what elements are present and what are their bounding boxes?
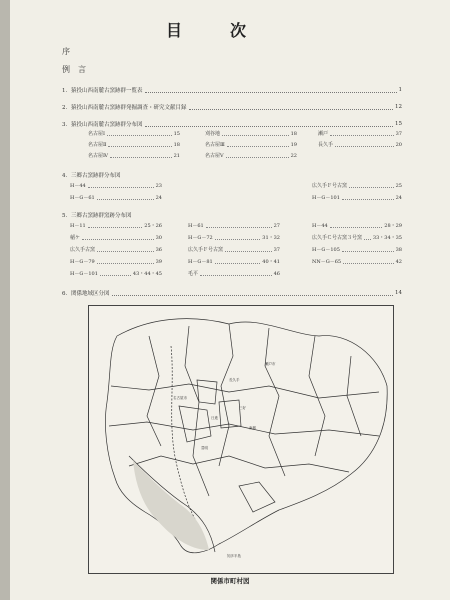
sub-entry-page: 33・34・35 bbox=[372, 235, 402, 241]
sub-entry-label: H－11 bbox=[70, 223, 86, 229]
map-label: 瀬戸市 bbox=[265, 362, 276, 366]
toc-entry-label: 3．猿投山西南麓古窯跡群分布図 bbox=[62, 122, 143, 128]
leader-dots bbox=[349, 184, 394, 188]
leader-dots bbox=[342, 248, 394, 252]
sub-entry bbox=[312, 234, 402, 241]
sub-entry bbox=[312, 222, 402, 229]
title-char-1: 目 bbox=[165, 21, 230, 40]
sub-entry bbox=[318, 141, 402, 148]
leader-dots bbox=[330, 224, 383, 228]
sub-entry-page: 15 bbox=[173, 130, 180, 137]
toc-entry-page: 15 bbox=[395, 121, 402, 127]
sub-entry-label: H－G－105 bbox=[312, 247, 340, 253]
sub-entry-page: 18 bbox=[290, 130, 297, 137]
sub-entry-page: 28・29 bbox=[384, 223, 402, 229]
sub-entry-label: H－G－72 bbox=[188, 235, 213, 241]
title-char-2: 次 bbox=[230, 21, 295, 40]
toc-entry-label: 6．関係地域区分図 bbox=[62, 291, 110, 297]
sub-entry bbox=[318, 130, 402, 137]
leader-dots bbox=[145, 122, 393, 127]
sub-entry-page: 38 bbox=[395, 246, 402, 253]
sub-entry-page: 19 bbox=[290, 141, 297, 148]
leader-dots bbox=[225, 248, 272, 252]
toc-entry-3 bbox=[62, 120, 402, 128]
toc-entry-6 bbox=[62, 289, 402, 297]
sub-entry-page: 40・41 bbox=[262, 259, 280, 265]
sub-entry bbox=[88, 141, 180, 148]
sub-entry bbox=[188, 258, 280, 265]
sub-entry-page: 27 bbox=[273, 222, 280, 229]
page-title bbox=[10, 18, 450, 41]
sub-entry-page: 18 bbox=[173, 141, 180, 148]
toc-entry-2 bbox=[62, 103, 402, 111]
leader-dots bbox=[88, 184, 154, 188]
sub-entry bbox=[70, 182, 162, 189]
sub-entry-label: 広久手Ｃ号古窯３号窯 bbox=[312, 235, 363, 241]
leader-dots bbox=[108, 143, 171, 147]
sub-entry-label: 毛平 bbox=[188, 271, 199, 277]
toc-entry-1 bbox=[62, 86, 402, 94]
sub-entry-page: 37 bbox=[395, 130, 402, 137]
sub-entry-label: NN－G－65 bbox=[312, 259, 342, 265]
leader-dots bbox=[82, 236, 154, 240]
sub-entry-page: 43・44・45 bbox=[132, 271, 162, 277]
leader-dots bbox=[189, 105, 393, 110]
sub-entry bbox=[312, 246, 402, 253]
front-item-notes: 例 言 bbox=[62, 65, 86, 74]
toc-entry-label: 4．三郷古窯跡群分布図 bbox=[62, 173, 121, 179]
sub-entry-label: 広久手古窯 bbox=[70, 247, 96, 253]
leader-dots bbox=[100, 272, 131, 276]
leader-dots bbox=[200, 272, 272, 276]
leader-dots bbox=[215, 236, 261, 240]
sub-entry-label: H－61 bbox=[188, 223, 204, 229]
toc-entry-label: 5．三郷古窯跡群窯跡分布図 bbox=[62, 213, 132, 219]
sub-entry bbox=[188, 246, 280, 253]
sub-entry-label: 名古屋Ⅲ bbox=[205, 142, 225, 148]
sub-entry-label: H－G－101 bbox=[312, 195, 340, 201]
leader-dots bbox=[342, 196, 394, 200]
sub-entry bbox=[312, 194, 402, 201]
toc-entry-page: 14 bbox=[395, 290, 402, 296]
sub-entry-label: H－G－61 bbox=[70, 195, 95, 201]
sub-entry bbox=[205, 141, 297, 148]
sub-entry-page: 23 bbox=[155, 182, 162, 189]
toc-entry-5 bbox=[62, 211, 402, 219]
map-label: 東郷 bbox=[249, 426, 256, 430]
sub-entry-label: 長久手 bbox=[318, 142, 334, 148]
sub-entry-label: 瀬戸 bbox=[318, 131, 329, 137]
leader-dots bbox=[364, 236, 371, 240]
sub-entry-page: 39 bbox=[155, 258, 162, 265]
sub-entry bbox=[70, 194, 162, 201]
sub-entry bbox=[70, 258, 162, 265]
sub-entry bbox=[70, 270, 162, 277]
front-item-preface: 序 bbox=[62, 47, 70, 56]
toc-entry-label: 1．猿投山西南麓古窯跡群一覧表 bbox=[62, 88, 143, 94]
map-label: 三好 bbox=[239, 406, 246, 410]
leader-dots bbox=[226, 154, 289, 158]
sub-entry-page: 36 bbox=[155, 246, 162, 253]
leader-dots bbox=[97, 260, 154, 264]
sub-entry-page: 25・26 bbox=[144, 223, 162, 229]
sub-entry bbox=[70, 222, 162, 229]
sub-entry-page: 21 bbox=[173, 152, 180, 159]
sub-entry bbox=[205, 130, 297, 137]
sub-entry-label: 名古屋Ⅱ bbox=[88, 142, 107, 148]
sub-entry-page: 30 bbox=[155, 234, 162, 241]
leader-dots bbox=[330, 132, 394, 136]
sub-entry bbox=[70, 234, 162, 241]
sub-entry-label: H－44 bbox=[312, 223, 328, 229]
map-caption: 関係市町村図 bbox=[210, 577, 250, 585]
leader-dots bbox=[88, 224, 143, 228]
map-label: 日進 bbox=[211, 416, 218, 420]
sub-entry bbox=[312, 182, 402, 189]
sub-entry-page: 37 bbox=[273, 246, 280, 253]
toc-entry-page: 1 bbox=[398, 87, 402, 93]
map-label: 長久手 bbox=[229, 378, 240, 382]
sub-entry-label: 広久手Ｆ号古窯 bbox=[188, 247, 224, 253]
sub-entry-page: 31・32 bbox=[262, 235, 280, 241]
sub-entry-label: 名古屋Ⅴ bbox=[205, 153, 224, 159]
sub-entry-page: 20 bbox=[395, 141, 402, 148]
sub-entry-label: H－G－81 bbox=[188, 259, 213, 265]
sub-entry-label: 刈谷地 bbox=[205, 131, 221, 137]
sub-entry-label: H－44 bbox=[70, 183, 86, 189]
leader-dots bbox=[107, 132, 172, 136]
map-label: 知多半島 bbox=[227, 554, 241, 558]
sub-entry bbox=[205, 152, 297, 159]
sub-entry bbox=[70, 246, 162, 253]
leader-dots bbox=[97, 196, 154, 200]
leader-dots bbox=[145, 88, 397, 93]
leader-dots bbox=[97, 248, 154, 252]
leader-dots bbox=[206, 224, 272, 228]
sub-entry-page: 24 bbox=[395, 194, 402, 201]
sub-entry-label: 名古屋Ⅳ bbox=[88, 153, 108, 159]
sub-entry bbox=[88, 152, 180, 159]
sub-entry-page: 24 bbox=[155, 194, 162, 201]
map-label: 名古屋市 bbox=[173, 396, 187, 400]
leader-dots bbox=[110, 154, 172, 158]
sub-entry-label: 広久手Ｆ号古窯 bbox=[312, 183, 348, 189]
sub-entry-page: 42 bbox=[395, 258, 402, 265]
sub-entry-label: H－G－79 bbox=[70, 259, 95, 265]
sub-entry bbox=[88, 130, 180, 137]
toc-entry-label: 2．猿投山西南麓古窯跡群発掘調査・研究文献目録 bbox=[62, 105, 187, 111]
leader-dots bbox=[112, 291, 394, 296]
sub-entry-label: 名古屋Ⅰ bbox=[88, 131, 105, 137]
sub-entry bbox=[188, 270, 280, 277]
leader-dots bbox=[215, 260, 261, 264]
sub-entry-page: 22 bbox=[290, 152, 297, 159]
map-label: 豊明 bbox=[201, 446, 208, 450]
toc-entry-4 bbox=[62, 171, 402, 179]
sub-entry-page: 25 bbox=[395, 182, 402, 189]
document-page bbox=[10, 0, 450, 600]
leader-dots bbox=[343, 260, 394, 264]
leader-dots bbox=[335, 143, 394, 147]
leader-dots bbox=[222, 132, 289, 136]
leader-dots bbox=[227, 143, 289, 147]
sub-entry bbox=[188, 222, 280, 229]
sub-entry bbox=[312, 258, 402, 265]
region-map bbox=[88, 305, 394, 574]
sub-entry-label: 稲ケ bbox=[70, 235, 81, 241]
sub-entry-page: 46 bbox=[273, 270, 280, 277]
toc-entry-page: 12 bbox=[395, 104, 402, 110]
sub-entry bbox=[188, 234, 280, 241]
map-drawing bbox=[89, 306, 393, 573]
sub-entry-label: H－G－101 bbox=[70, 271, 98, 277]
